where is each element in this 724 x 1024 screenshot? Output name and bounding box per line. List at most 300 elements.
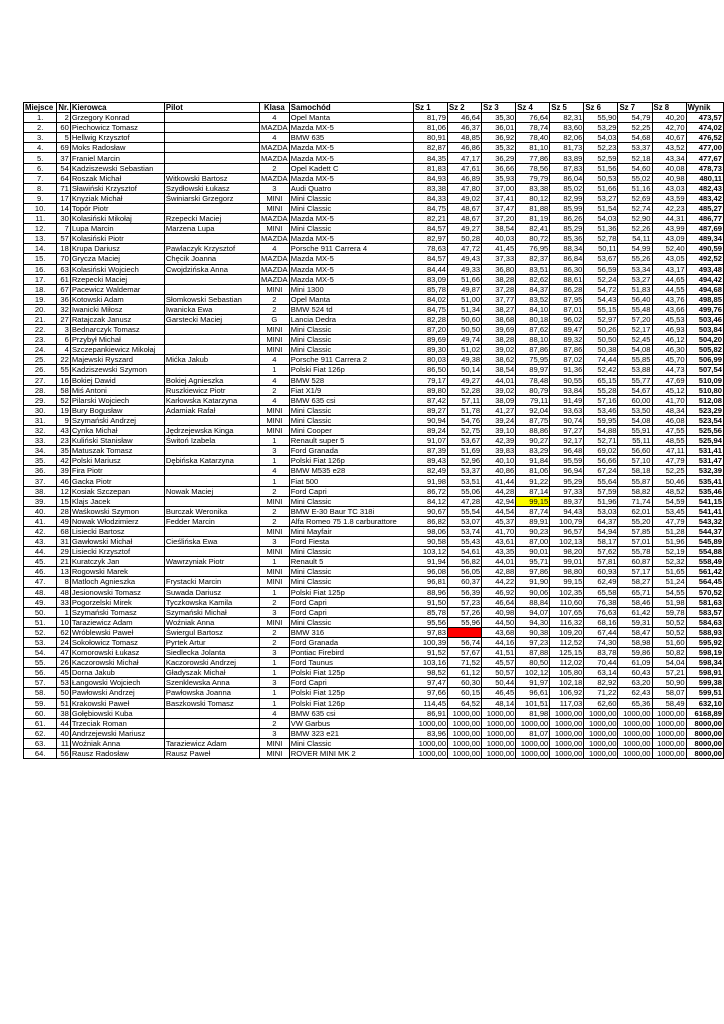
stage-2-cell: 54,76 bbox=[448, 415, 482, 425]
stage-7-cell: 57,10 bbox=[618, 456, 652, 466]
table-row bbox=[24, 537, 724, 547]
table-row bbox=[24, 314, 724, 324]
stage-8-cell: 47,69 bbox=[652, 375, 686, 385]
stage-5-cell: 112,52 bbox=[550, 637, 584, 647]
stage-4-cell: 78,74 bbox=[516, 123, 550, 133]
result-cell: 510,80 bbox=[686, 385, 723, 395]
result-cell: 8000,00 bbox=[686, 728, 723, 738]
pilot-cell: Świtoń Izabela bbox=[164, 436, 259, 446]
stage-2-cell: 56,39 bbox=[448, 587, 482, 597]
car-cell: Ford Capri bbox=[289, 486, 413, 496]
number-cell: 53 bbox=[57, 678, 70, 688]
pilot-cell: Szydłowski Łukasz bbox=[164, 183, 259, 193]
place-cell: 3. bbox=[24, 133, 57, 143]
stage-5-cell: 83,60 bbox=[550, 123, 584, 133]
class-cell: 2 bbox=[259, 718, 289, 728]
stage-8-cell: 50,52 bbox=[652, 617, 686, 627]
stage-2-cell: 53,07 bbox=[448, 516, 482, 526]
place-cell: 15. bbox=[24, 254, 57, 264]
place-cell: 26. bbox=[24, 365, 57, 375]
stage-7-cell: 1000,00 bbox=[618, 749, 652, 759]
car-cell: Mini Classic bbox=[289, 224, 413, 234]
class-cell: G bbox=[259, 314, 289, 324]
number-cell: 54 bbox=[57, 163, 70, 173]
place-cell: 13. bbox=[24, 234, 57, 244]
place-cell: 47. bbox=[24, 577, 57, 587]
table-row bbox=[24, 617, 724, 627]
driver-cell: Moks Radosław bbox=[70, 143, 164, 153]
pilot-cell: Rzepecki Maciej bbox=[164, 214, 259, 224]
table-row bbox=[24, 385, 724, 395]
car-cell: Mini Classic bbox=[289, 496, 413, 506]
class-cell: MAZDA bbox=[261, 173, 288, 183]
stage-7-cell: 60,00 bbox=[618, 395, 652, 405]
result-cell: 564,45 bbox=[686, 577, 723, 587]
pilot-cell bbox=[164, 345, 259, 355]
driver-cell: Cynka Michał bbox=[70, 426, 164, 436]
car-cell: Renault 5 bbox=[289, 557, 413, 567]
stage-5-cell: 85,02 bbox=[550, 183, 584, 193]
stage-4-cell: 81,98 bbox=[516, 708, 550, 718]
stage-1-cell: 97,83 bbox=[413, 627, 447, 637]
stage-8-cell: 43,05 bbox=[652, 254, 686, 264]
pilot-cell: Baszkowski Tomasz bbox=[164, 698, 259, 708]
stage-3-cell: 36,29 bbox=[482, 153, 516, 163]
stage-1-cell: 88,96 bbox=[413, 587, 447, 597]
result-cell: 494,42 bbox=[686, 274, 723, 284]
driver-cell: Bury Bogusław bbox=[70, 405, 164, 415]
table-row bbox=[24, 496, 724, 506]
result-cell: 599,51 bbox=[686, 688, 723, 698]
stage-5-cell: 96,48 bbox=[550, 446, 584, 456]
number-cell: 57 bbox=[57, 234, 70, 244]
result-cell: 503,46 bbox=[686, 314, 723, 324]
stage-3-cell: 39,02 bbox=[482, 385, 516, 395]
stage-4-cell: 91,84 bbox=[516, 456, 550, 466]
stage-2-cell: 57,67 bbox=[448, 648, 482, 658]
number-cell: 68 bbox=[57, 526, 70, 536]
stage-4-cell: 90,38 bbox=[516, 627, 550, 637]
car-cell: ROVER MINI MK 2 bbox=[289, 749, 413, 759]
header-cell: Pilot bbox=[164, 103, 259, 113]
driver-cell: Sokołowicz Tomasz bbox=[70, 637, 164, 647]
class-cell: MINI bbox=[259, 345, 289, 355]
pilot-cell: Frystacki Marcin bbox=[164, 577, 259, 587]
stage-3-cell: 35,30 bbox=[482, 113, 516, 123]
number-cell: 33 bbox=[57, 597, 70, 607]
number-cell: 21 bbox=[57, 557, 70, 567]
stage-4-cell: 99,15 bbox=[516, 496, 550, 506]
class-cell: MAZDA bbox=[261, 153, 288, 163]
stage-6-cell: 70,44 bbox=[584, 658, 618, 668]
class-cell: 3 bbox=[259, 728, 289, 738]
table-row bbox=[24, 637, 724, 647]
stage-7-cell: 58,46 bbox=[618, 597, 652, 607]
stage-3-cell: 41,70 bbox=[482, 526, 516, 536]
number-cell: 24 bbox=[57, 637, 70, 647]
stage-5-cell: 92,17 bbox=[550, 436, 584, 446]
stage-8-cell: 47,79 bbox=[652, 516, 686, 526]
stage-5-cell: 105,80 bbox=[550, 668, 584, 678]
stage-7-cell: 55,20 bbox=[618, 516, 652, 526]
stage-5-cell: 85,99 bbox=[550, 203, 584, 213]
stage-6-cell: 83,78 bbox=[584, 648, 618, 658]
stage-8-cell: 51,65 bbox=[652, 567, 686, 577]
stage-5-cell: 93,63 bbox=[550, 405, 584, 415]
car-cell: Mini Classic bbox=[289, 617, 413, 627]
stage-8-cell: 47,79 bbox=[652, 456, 686, 466]
stage-7-cell: 52,74 bbox=[618, 203, 652, 213]
stage-7-cell: 1000,00 bbox=[618, 728, 652, 738]
driver-cell: Nowak Włodzimierz bbox=[70, 516, 164, 526]
stage-3-cell: 41,51 bbox=[482, 648, 516, 658]
table-row bbox=[24, 587, 724, 597]
driver-cell: Woźniak Anna bbox=[70, 738, 164, 748]
stage-4-cell: 96,61 bbox=[516, 688, 550, 698]
table-row bbox=[24, 203, 724, 213]
place-cell: 8. bbox=[24, 183, 57, 193]
table-row bbox=[24, 153, 724, 163]
stage-1-cell: 98,06 bbox=[413, 526, 447, 536]
stage-1-cell: 114,45 bbox=[413, 698, 447, 708]
stage-5-cell: 97,33 bbox=[550, 486, 584, 496]
result-cell: 525,94 bbox=[686, 436, 723, 446]
stage-3-cell: 44,01 bbox=[482, 375, 516, 385]
stage-5-cell: 83,89 bbox=[550, 153, 584, 163]
place-cell: 62. bbox=[24, 728, 57, 738]
place-cell: 5. bbox=[24, 153, 57, 163]
stage-2-cell: 53,51 bbox=[448, 476, 482, 486]
car-cell: Mazda MX-5 bbox=[289, 173, 413, 183]
pilot-cell bbox=[164, 728, 259, 738]
car-cell: Mini Mayfair bbox=[289, 526, 413, 536]
number-cell: 32 bbox=[57, 304, 70, 314]
stage-5-cell: 90,55 bbox=[550, 375, 584, 385]
number-cell: 37 bbox=[57, 153, 70, 163]
stage-4-cell: 76,64 bbox=[516, 113, 550, 123]
stage-2-cell: 49,74 bbox=[448, 335, 482, 345]
stage-6-cell: 55,28 bbox=[584, 385, 618, 395]
place-cell: 30. bbox=[24, 405, 57, 415]
stage-7-cell: 59,86 bbox=[618, 648, 652, 658]
stage-3-cell: 38,54 bbox=[482, 365, 516, 375]
stage-1-cell: 84,75 bbox=[413, 203, 447, 213]
result-cell: 581,63 bbox=[686, 597, 723, 607]
stage-4-cell: 90,23 bbox=[516, 526, 550, 536]
stage-5-cell: 1000,00 bbox=[550, 708, 584, 718]
place-cell: 52. bbox=[24, 627, 57, 637]
driver-cell: Matuszak Tomasz bbox=[70, 446, 164, 456]
stage-4-cell: 90,06 bbox=[516, 587, 550, 597]
stage-6-cell: 57,81 bbox=[584, 557, 618, 567]
stage-7-cell: 54,08 bbox=[618, 345, 652, 355]
class-cell: 1 bbox=[259, 688, 289, 698]
stage-5-cell: 95,29 bbox=[550, 476, 584, 486]
table-row bbox=[24, 567, 724, 577]
class-cell: MINI bbox=[259, 325, 289, 335]
stage-6-cell: 51,54 bbox=[584, 203, 618, 213]
stage-2-cell: 53,37 bbox=[448, 466, 482, 476]
pilot-cell bbox=[164, 123, 259, 133]
driver-cell: Roszak Michał bbox=[70, 173, 164, 183]
place-cell: 4. bbox=[24, 143, 57, 153]
stage-4-cell: 1000,00 bbox=[516, 718, 550, 728]
stage-5-cell: 91,36 bbox=[550, 365, 584, 375]
stage-2-cell: 47,72 bbox=[448, 244, 482, 254]
place-cell: 64. bbox=[24, 749, 57, 759]
header-cell: Kierowca bbox=[70, 103, 164, 113]
stage-2-cell: 50,28 bbox=[448, 234, 482, 244]
result-cell: 8000,00 bbox=[686, 718, 723, 728]
result-cell: 482,43 bbox=[686, 183, 723, 193]
table-row bbox=[24, 698, 724, 708]
stage-4-cell: 80,72 bbox=[516, 234, 550, 244]
place-cell: 53. bbox=[24, 637, 57, 647]
result-cell: 543,32 bbox=[686, 516, 723, 526]
stage-3-cell: 38,28 bbox=[482, 335, 516, 345]
stage-6-cell: 1000,00 bbox=[584, 718, 618, 728]
number-cell: 49 bbox=[57, 516, 70, 526]
stage-3-cell: 1000,00 bbox=[482, 738, 516, 748]
number-cell: 58 bbox=[57, 385, 70, 395]
number-cell: 31 bbox=[57, 537, 70, 547]
result-cell: 507,54 bbox=[686, 365, 723, 375]
stage-8-cell: 48,34 bbox=[652, 405, 686, 415]
result-cell: 499,76 bbox=[686, 304, 723, 314]
car-cell: BMW 635 bbox=[289, 133, 413, 143]
stage-5-cell: 112,02 bbox=[550, 658, 584, 668]
stage-2-cell: 51,00 bbox=[448, 294, 482, 304]
stage-6-cell: 1000,00 bbox=[584, 738, 618, 748]
stage-1-cell: 96,81 bbox=[413, 577, 447, 587]
stage-6-cell: 51,96 bbox=[584, 496, 618, 506]
stage-7-cell: 53,88 bbox=[618, 365, 652, 375]
stage-2-cell: 49,43 bbox=[448, 254, 482, 264]
result-cell: 523,29 bbox=[686, 405, 723, 415]
stage-7-cell: 58,18 bbox=[618, 466, 652, 476]
stage-4-cell: 83,29 bbox=[516, 446, 550, 456]
stage-2-cell: 46,37 bbox=[448, 123, 482, 133]
pilot-cell bbox=[164, 143, 259, 153]
place-cell: 51. bbox=[24, 617, 57, 627]
stage-6-cell: 51,56 bbox=[584, 163, 618, 173]
class-cell: 2 bbox=[259, 637, 289, 647]
stage-5-cell: 81,73 bbox=[550, 143, 584, 153]
stage-5-cell: 97,27 bbox=[550, 426, 584, 436]
stage-1-cell: 83,09 bbox=[413, 274, 447, 284]
stage-1-cell: 81,83 bbox=[413, 163, 447, 173]
number-cell: 46 bbox=[57, 476, 70, 486]
table-row bbox=[24, 597, 724, 607]
driver-cell: Miś Antoni bbox=[70, 385, 164, 395]
car-cell: Ford Capri bbox=[289, 607, 413, 617]
driver-cell: Krakowski Paweł bbox=[70, 698, 164, 708]
stage-4-cell: 1000,00 bbox=[516, 749, 550, 759]
stage-5-cell: 116,32 bbox=[550, 617, 584, 627]
car-cell: Lancia Dedra bbox=[289, 314, 413, 324]
result-cell: 493,48 bbox=[686, 264, 723, 274]
place-cell: 18. bbox=[24, 284, 57, 294]
stage-6-cell: 82,92 bbox=[584, 678, 618, 688]
stage-7-cell: 65,71 bbox=[618, 587, 652, 597]
stage-2-cell: 60,30 bbox=[448, 678, 482, 688]
stage-6-cell: 57,59 bbox=[584, 486, 618, 496]
car-cell: BMW 316 bbox=[289, 627, 413, 637]
stage-6-cell: 67,24 bbox=[584, 466, 618, 476]
stage-3-cell: 36,80 bbox=[482, 264, 516, 274]
number-cell: 30 bbox=[57, 214, 70, 224]
stage-8-cell: 50,90 bbox=[652, 678, 686, 688]
car-cell: Mini Classic bbox=[289, 325, 413, 335]
stage-5-cell: 89,37 bbox=[550, 496, 584, 506]
stage-4-cell: 87,88 bbox=[516, 648, 550, 658]
stage-1-cell: 91,52 bbox=[413, 648, 447, 658]
stage-1-cell: 85,78 bbox=[413, 284, 447, 294]
stage-3-cell: 37,77 bbox=[482, 294, 516, 304]
place-cell: 37. bbox=[24, 476, 57, 486]
stage-4-cell: 87,00 bbox=[516, 537, 550, 547]
driver-cell: Hellwig Krzysztof bbox=[70, 133, 164, 143]
table-row bbox=[24, 365, 724, 375]
stage-1-cell: 103,16 bbox=[413, 658, 447, 668]
table-row bbox=[24, 426, 724, 436]
stage-2-cell: 57,11 bbox=[448, 395, 482, 405]
number-cell: 64 bbox=[57, 173, 70, 183]
result-cell: 490,59 bbox=[686, 244, 723, 254]
driver-cell: Andrzejewski Mariusz bbox=[70, 728, 164, 738]
stage-6-cell: 62,60 bbox=[584, 698, 618, 708]
stage-2-cell: 55,96 bbox=[448, 617, 482, 627]
pilot-cell bbox=[164, 415, 259, 425]
class-cell: MINI bbox=[259, 224, 289, 234]
pilot-cell bbox=[164, 274, 259, 284]
place-cell: 33. bbox=[24, 436, 57, 446]
number-cell: 63 bbox=[57, 264, 70, 274]
place-cell: 28. bbox=[24, 385, 57, 395]
place-cell: 24. bbox=[24, 345, 57, 355]
pilot-cell: Szenklewska Anna bbox=[164, 678, 259, 688]
result-cell: 595,92 bbox=[686, 637, 723, 647]
table-row bbox=[24, 648, 724, 658]
number-cell: 38 bbox=[57, 708, 70, 718]
stage-7-cell: 52,69 bbox=[618, 193, 652, 203]
header-cell: Sz 5 bbox=[550, 103, 584, 113]
place-cell: 54. bbox=[24, 648, 57, 658]
stage-3-cell: 40,03 bbox=[482, 234, 516, 244]
header-cell: Samochód bbox=[289, 103, 413, 113]
result-cell: 483,42 bbox=[686, 193, 723, 203]
stage-8-cell: 51,98 bbox=[652, 597, 686, 607]
place-cell: 61. bbox=[24, 718, 57, 728]
stage-6-cell: 53,46 bbox=[584, 405, 618, 415]
stage-8-cell: 43,17 bbox=[652, 264, 686, 274]
stage-2-cell: 46,64 bbox=[448, 113, 482, 123]
stage-4-cell: 79,79 bbox=[516, 173, 550, 183]
number-cell: 6 bbox=[57, 335, 70, 345]
stage-3-cell: 40,98 bbox=[482, 607, 516, 617]
result-cell: 583,57 bbox=[686, 607, 723, 617]
class-cell: 4 bbox=[259, 395, 289, 405]
stage-1-cell: 89,80 bbox=[413, 385, 447, 395]
class-cell: MAZDA bbox=[261, 264, 288, 274]
stage-4-cell: 89,91 bbox=[516, 516, 550, 526]
class-cell: 1 bbox=[259, 365, 289, 375]
place-cell: 49. bbox=[24, 597, 57, 607]
stage-3-cell: 38,09 bbox=[482, 395, 516, 405]
stage-1-cell: 85,78 bbox=[413, 607, 447, 617]
stage-7-cell: 60,87 bbox=[618, 557, 652, 567]
stage-4-cell: 102,12 bbox=[516, 668, 550, 678]
class-cell: 2 bbox=[259, 385, 289, 395]
number-cell: 52 bbox=[57, 395, 70, 405]
stage-8-cell: 45,70 bbox=[652, 355, 686, 365]
table-row bbox=[24, 688, 724, 698]
stage-1-cell: 86,82 bbox=[413, 516, 447, 526]
stage-5-cell: 86,04 bbox=[550, 173, 584, 183]
place-cell: 29. bbox=[24, 395, 57, 405]
table-row bbox=[24, 254, 724, 264]
place-cell: 11. bbox=[24, 214, 57, 224]
stage-6-cell: 56,66 bbox=[584, 456, 618, 466]
stage-4-cell: 84,37 bbox=[516, 284, 550, 294]
stage-7-cell: 63,20 bbox=[618, 678, 652, 688]
stage-6-cell: 69,02 bbox=[584, 446, 618, 456]
place-cell: 63. bbox=[24, 738, 57, 748]
result-cell: 525,56 bbox=[686, 426, 723, 436]
header-cell: Sz 4 bbox=[516, 103, 550, 113]
car-cell: Mazda MX-5 bbox=[289, 234, 413, 244]
pilot-cell: Jędrzejewska Kinga bbox=[164, 426, 259, 436]
number-cell: 14 bbox=[57, 203, 70, 213]
stage-5-cell: 107,65 bbox=[550, 607, 584, 617]
number-cell: 29 bbox=[57, 547, 70, 557]
class-cell: MAZDA bbox=[261, 123, 288, 133]
stage-4-cell: 78,48 bbox=[516, 375, 550, 385]
stage-7-cell: 71,74 bbox=[618, 496, 652, 506]
stage-6-cell: 50,11 bbox=[584, 244, 618, 254]
driver-cell: Polski Mariusz bbox=[70, 456, 164, 466]
stage-8-cell: 42,23 bbox=[652, 203, 686, 213]
number-cell: 70 bbox=[57, 254, 70, 264]
car-cell: Renault super 5 bbox=[289, 436, 413, 446]
stage-5-cell: 86,28 bbox=[550, 284, 584, 294]
stage-2-cell: 55,43 bbox=[448, 537, 482, 547]
car-cell: BMW 524 td bbox=[289, 304, 413, 314]
table-row bbox=[24, 436, 724, 446]
place-cell: 1. bbox=[24, 113, 57, 123]
stage-1-cell: 91,98 bbox=[413, 476, 447, 486]
place-cell: 58. bbox=[24, 688, 57, 698]
pilot-cell bbox=[164, 466, 259, 476]
stage-2-cell: 1000,00 bbox=[448, 708, 482, 718]
number-cell: 1 bbox=[57, 607, 70, 617]
table-row bbox=[24, 294, 724, 304]
stage-2-cell: 56,74 bbox=[448, 637, 482, 647]
pilot-cell: Witkowski Bartosz bbox=[164, 173, 259, 183]
pilot-cell: Garstecki Maciej bbox=[164, 314, 259, 324]
stage-5-cell: 96,94 bbox=[550, 466, 584, 476]
car-cell: Mini Classic bbox=[289, 415, 413, 425]
stage-7-cell: 1000,00 bbox=[618, 738, 652, 748]
stage-7-cell: 55,02 bbox=[618, 173, 652, 183]
stage-5-cell: 106,92 bbox=[550, 688, 584, 698]
stage-4-cell: 81,10 bbox=[516, 143, 550, 153]
stage-8-cell: 58,49 bbox=[652, 698, 686, 708]
number-cell: 48 bbox=[57, 587, 70, 597]
stage-8-cell: 42,70 bbox=[652, 123, 686, 133]
stage-7-cell: 55,85 bbox=[618, 355, 652, 365]
driver-cell: Pawłowski Andrzej bbox=[70, 688, 164, 698]
